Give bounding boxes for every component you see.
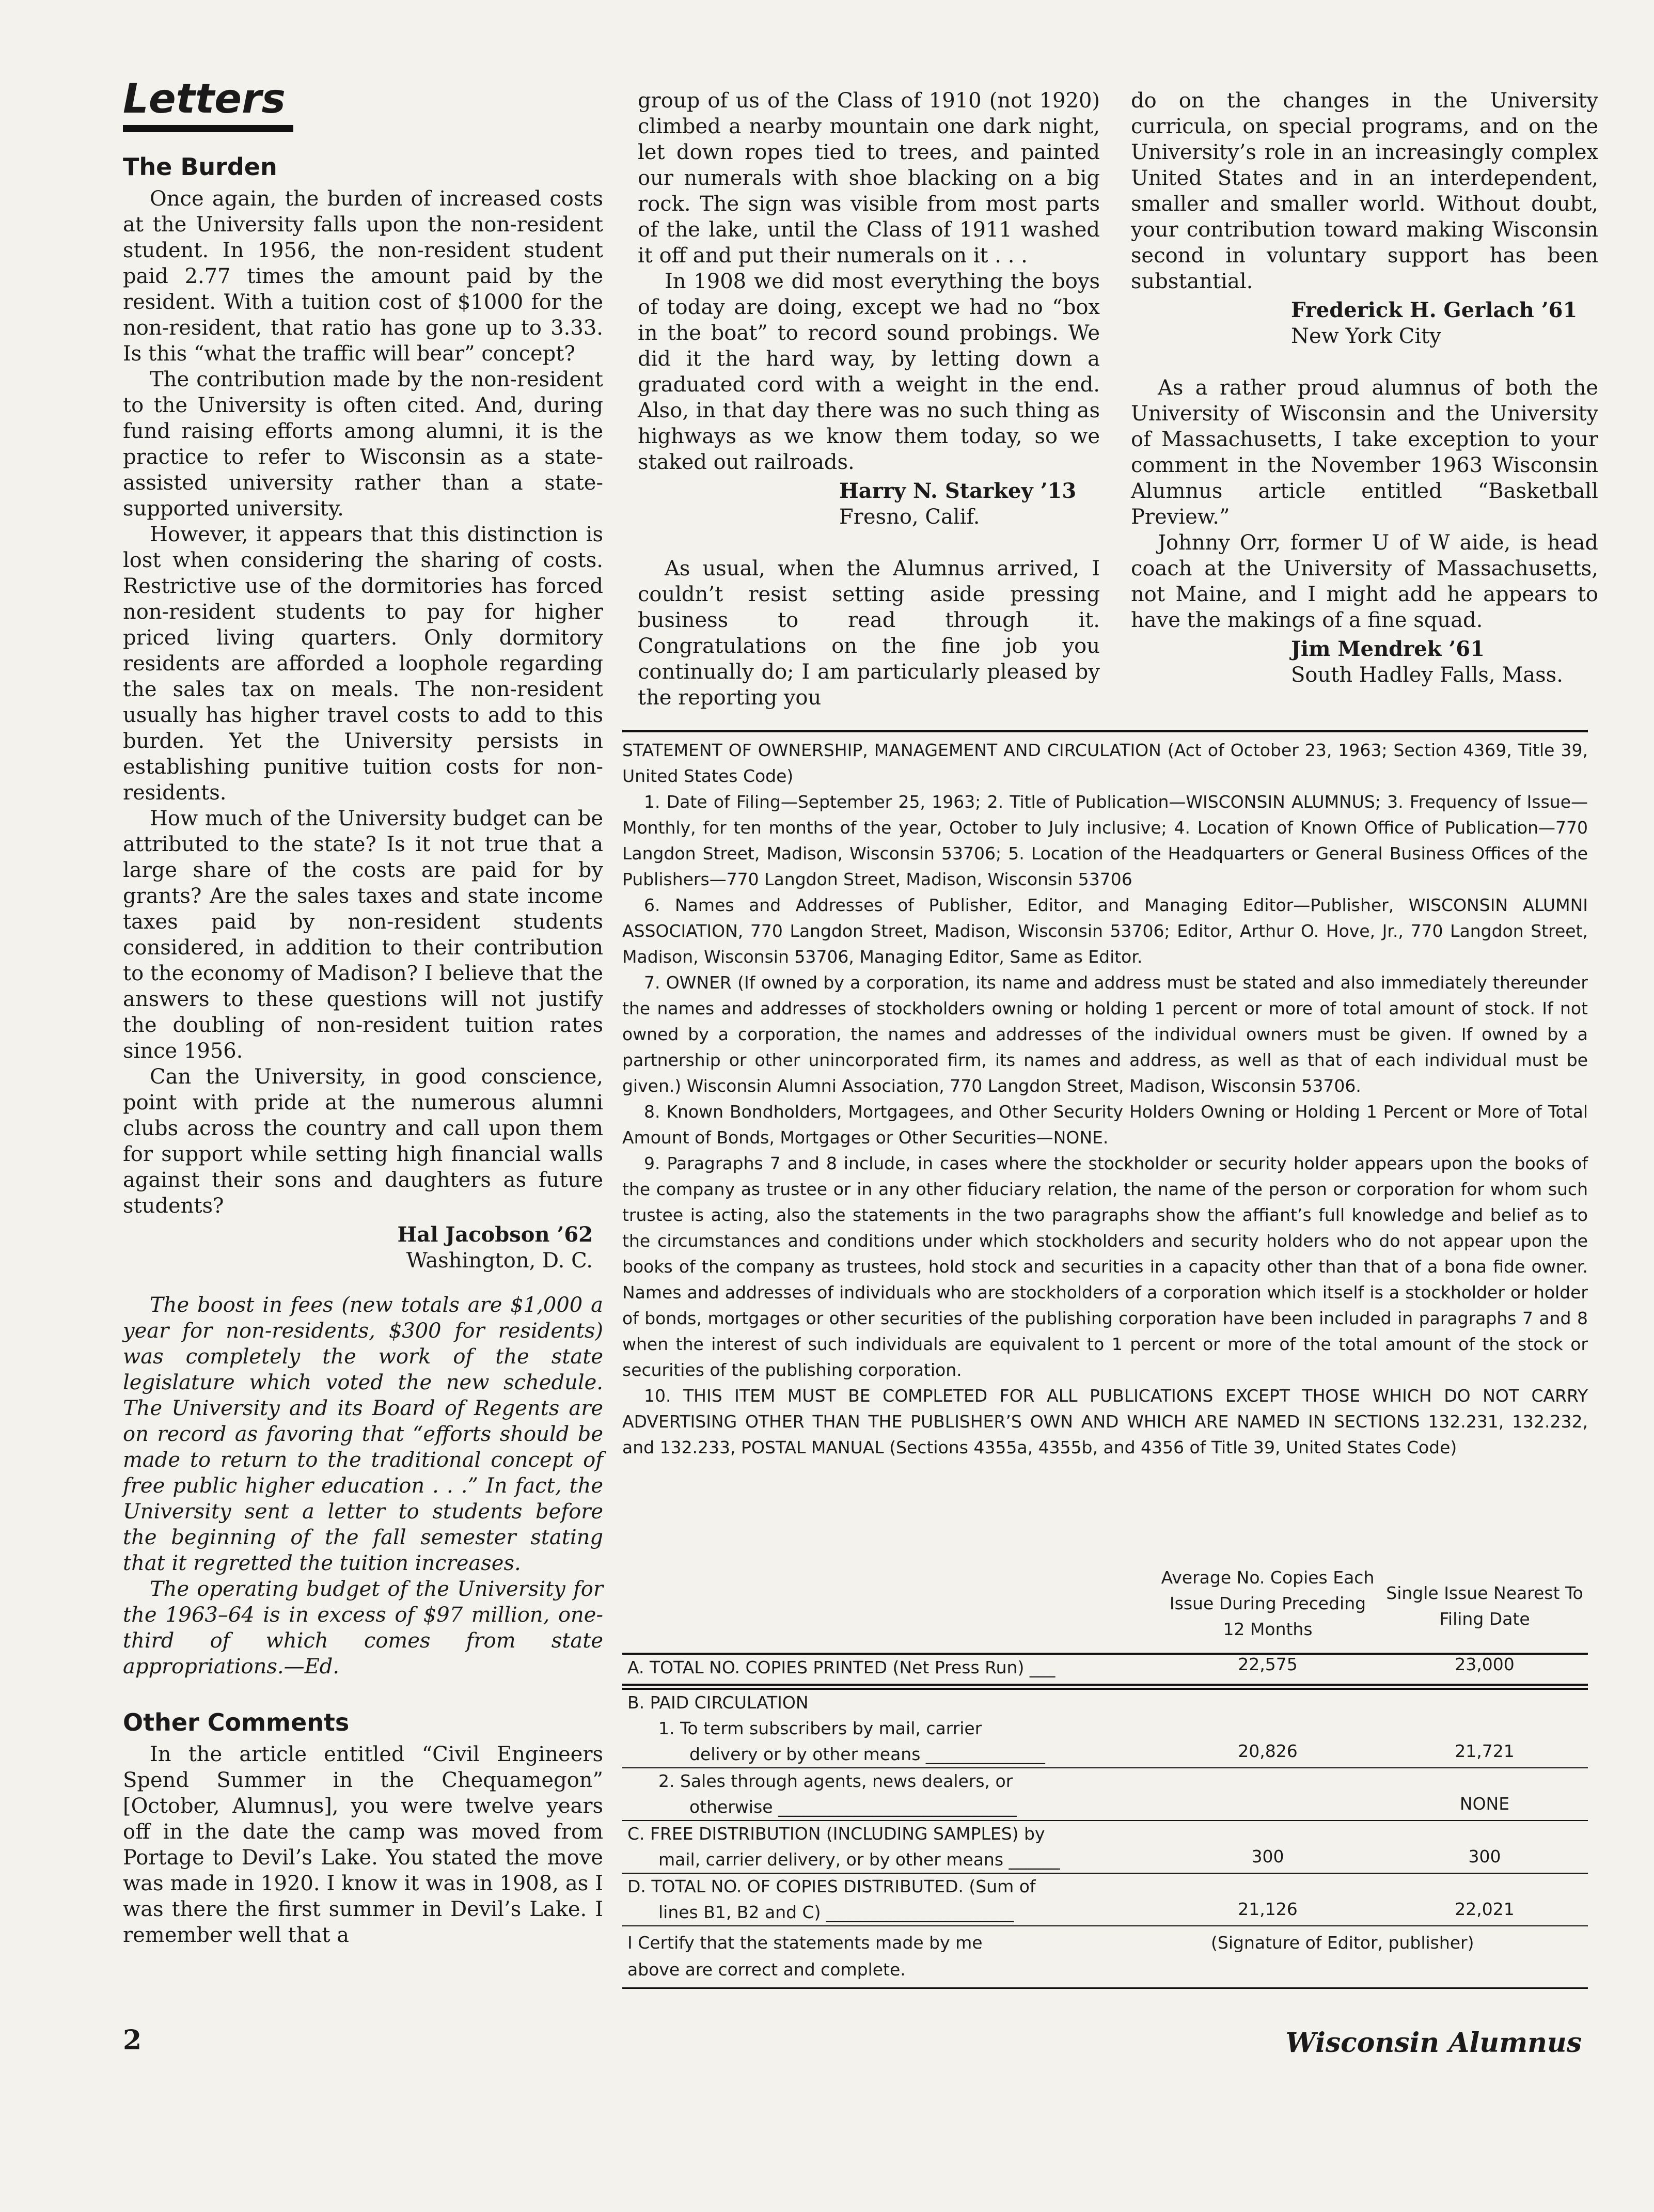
column-left (123, 77, 603, 1948)
row-label: A. TOTAL NO. COPIES PRINTED (Net Press Run) ___ (627, 1657, 1056, 1677)
column-right (1131, 88, 1598, 688)
signature-name: Harry N. Starkey ’13 (839, 479, 1077, 503)
row-label-line: delivery or by other means ______________ (689, 1744, 1045, 1764)
double-divider (622, 1684, 1588, 1689)
other-comments-continued: group of us of the Class of 1910 (not 1920) climbed a nearby mountain one dark night, let down ropes tied to trees, and painted our numerals with shoe blacking on a big rock. The sign was visible from most parts of the lake, until the Class of 1911 washed it off and put their numerals on it . . . (638, 89, 1100, 268)
signature-name: Jim Mendrek ’61 (1291, 637, 1485, 661)
signature-place: New York City (1291, 324, 1441, 348)
table-row (622, 1820, 1588, 1873)
statement-item: 8. Known Bondholders, Mortgagees, and Other Security Holders Owning or Holding 1 Percent or More of Total Amount of Bonds, Mortgages or Other Securities—NONE. (622, 1102, 1588, 1148)
circulation-table (622, 1565, 1588, 1989)
row-value-average: 300 (1251, 1846, 1284, 1866)
ownership-statement (622, 738, 1588, 1461)
statement-item: 6. Names and Addresses of Publisher, Editor, and Managing Editor—Publisher, WISCONSIN ALUMNI ASSOCIATION, 770 Langdon Street, Madison, Wisconsin 53706; Editor, Arthur O. Hove, Jr., 770 Langdon Street, Madison, Wisconsin 53706, Managing Editor, Same as Editor. (622, 895, 1588, 967)
row-label (622, 1874, 1159, 1925)
certify-text: I Certify that the statements made by me above are correct and complete. (627, 1933, 983, 1980)
signature-place: Washington, D. C. (406, 1248, 593, 1273)
certification (622, 1925, 1588, 1983)
table-row (622, 1689, 1588, 1767)
row-value-single: 22,021 (1455, 1899, 1515, 1919)
publication-name: Wisconsin Alumnus (1285, 2027, 1582, 2059)
row-value-single: 23,000 (1455, 1654, 1515, 1674)
other-comments-heading: Other Comments (123, 1708, 350, 1736)
table-header (622, 1565, 1588, 1653)
row-value-single: 300 (1468, 1846, 1501, 1866)
statement-item: 1. Date of Filing—September 25, 1963; 2. Title of Publication—WISCONSIN ALUMNUS; 3. Frequency of Issue—Monthly, for ten months of the year, October to July inclusive; 4. Location of Known Office of Publication—770 Langdon Street, Madison, Wisconsin 53706; 5. Location of the Headquarters or General Business Offices of the Publishers—770 Langdon Street, Madison, Wisconsin 53706 (622, 792, 1588, 889)
editor-note: The boost in fees (new totals are $1,000 a year for non-residents, $300 for residents) was completely the work of the state legislature which voted the new schedule. The University and its Board of Regents are on record as favoring that “efforts should be made to return to the traditional concept of free public higher education . . .” In fact, the University sent a letter to students before the beginning of the fall semester stating that it regretted the tuition increases. (123, 1293, 603, 1575)
row-value-average: 22,575 (1238, 1654, 1298, 1674)
row-label-line: B. PAID CIRCULATION (627, 1692, 809, 1713)
burden-paragraph: Once again, the burden of increased costs at the University falls upon the non-resident student. In 1956, the non-resident student paid 2.77 times the amount paid by the resident. With a tuition cost of $1000 for the non-resident, that ratio has gone up to 3.33. Is this “what the traffic will bear” concept? (123, 186, 603, 366)
statement-item: 10. THIS ITEM MUST BE COMPLETED FOR ALL PUBLICATIONS EXCEPT THOSE WHICH DO NOT CARRY ADVERTISING OTHER THAN THE PUBLISHER’S OWN AND WHICH ARE NAMED IN SECTIONS 132.231, 132.232, and 132.233, POSTAL MANUAL (Sections 4355a, 4355b, and 4356 of Title 39, United States Code) (622, 1386, 1588, 1457)
section-title: Letters (123, 76, 286, 122)
editor-note: The operating budget of the University for the 1963–64 is in excess of $97 million, one-third of which comes from state appropriations.—Ed. (123, 1577, 603, 1678)
gerlach-continued: do on the changes in the University curricula, on special programs, and on the University’s role in an increasingly complex United States and in an interdependent, smaller and smaller world. Without doubt, your contribution toward making Wisconsin second in voluntary support has been substantial. (1131, 89, 1598, 293)
row-label-line: mail, carrier delivery, or by other means ______ (658, 1849, 1060, 1870)
row-label-line: lines B1, B2 and C) ______________________ (658, 1902, 1014, 1922)
row-label (622, 1690, 1159, 1767)
signature-place: South Hadley Falls, Mass. (1291, 663, 1563, 687)
row-label (622, 1821, 1159, 1873)
row-value-average: 21,126 (1238, 1899, 1298, 1919)
burden-paragraph: How much of the University budget can be attributed to the state? Is it not true that a large share of the costs are paid for by grants? Are the sales taxes and state income taxes paid by non-resident students considered, in addition to their contribution to the economy of Madison? I believe that the answers to these questions will not justify the doubling of non-resident tuition rates since 1956. (123, 806, 603, 1063)
burden-heading: The Burden (123, 152, 277, 181)
statement-title: STATEMENT OF OWNERSHIP, MANAGEMENT AND CIRCULATION (Act of October 23, 1963; Section 4369, Title 39, United States Code) (622, 740, 1588, 786)
row-label (622, 1768, 1159, 1820)
table-bottom-rule (622, 1987, 1588, 1989)
gerlach-paragraph: As usual, when the Alumnus arrived, I couldn’t resist setting aside pressing business to read through it. Congratulations on the fine job you continually do; I am particularly pleased by the reporting you (638, 557, 1100, 710)
statement-item: 9. Paragraphs 7 and 8 include, in cases where the stockholder or security holder appears upon the books of the company as trustee or in any other fiduciary relation, the name of the person or corporation for whom such trustee is acting, also the statements in the two paragraphs show the affiant’s full knowledge and belief as to the circumstances and conditions under which stockholders and security holders who do not appear upon the books of the company as trustees, hold stock and securities in a capacity other than that of a bona fide owner. Names and addresses of individuals who are stockholders of a corporation which itself is a stockholder or holder of bonds, mortgages or other securities of the publishing corporation have been included in paragraphs 7 and 8 when the interest of such individuals are equivalent to 1 percent or more of the total amount of the stock or securities of the publishing corporation. (622, 1153, 1588, 1380)
row-label-line: 1. To term subscribers by mail, carrier (658, 1718, 982, 1738)
signature-place: Fresno, Calif. (839, 505, 980, 529)
row-value-average: 20,826 (1238, 1741, 1298, 1761)
column-header-single: Single Issue Nearest To Filing Date (1386, 1583, 1583, 1629)
mendrek-paragraph: Johnny Orr, former U of W aide, is head coach at the University of Massachusetts, not Maine, and I might add he appears to have the makings of a fine squad. (1131, 531, 1598, 632)
other-comments-paragraph: In 1908 we did most everything the boys of today are doing, except we had no “box in the boat” to record sound probings. We did it the hard way, by letting down a graduated cord with a weight in the end. Also, in that day there was no such thing as highways as we know them today, so we staked out railroads. (638, 270, 1100, 474)
burden-paragraph: The contribution made by the non-resident to the University is often cited. And, during fund raising efforts among alumni, it is the practice to refer to Wisconsin as a state-assisted university rather than a state-supported university. (123, 367, 603, 521)
table-row (622, 1653, 1588, 1681)
column-middle (638, 88, 1100, 711)
row-label-line: otherwise ____________________________ (689, 1797, 1017, 1817)
other-comments-paragraph: In the article entitled “Civil Engineers Spend Summer in the Chequamegon” [October, Alumnus], you were twelve years off in the date the camp was moved from Portage to Devil’s Lake. You stated the move was made in 1920. I know it was in 1908, as I was there the first summer in Devil’s Lake. I remember well that a (123, 1742, 603, 1947)
signature-name: Hal Jacobson ’62 (397, 1222, 593, 1247)
burden-paragraph: However, it appears that this distinction is lost when considering the sharing of costs. Restrictive use of the dormitories has forced non-resident students to pay for higher priced living quarters. Only dormitory residents are afforded a loophole regarding the sales tax on meals. The non-resident usually has higher travel costs to add to this burden. Yet the University persists in establishing punitive tuition costs for non-residents. (123, 522, 603, 805)
signature-name: Frederick H. Gerlach ’61 (1291, 298, 1578, 322)
page-number: 2 (123, 2025, 142, 2056)
burden-paragraph: Can the University, in good conscience, point with pride at the numerous alumni clubs across the country and call upon them for support while setting high financial walls against their sons and daughters as future students? (123, 1064, 603, 1218)
mendrek-paragraph: As a rather proud alumnus of both the University of Wisconsin and the University of Massachusetts, I take exception to your comment in the November 1963 Wisconsin Alumnus article entitled “Basketball Preview.” (1131, 376, 1598, 529)
table-row (622, 1873, 1588, 1925)
statement-divider (622, 730, 1588, 732)
row-value-single: NONE (1459, 1794, 1510, 1814)
table-row (622, 1767, 1588, 1820)
row-value-single: 21,721 (1455, 1741, 1515, 1761)
row-label-line: C. FREE DISTRIBUTION (INCLUDING SAMPLES) by (627, 1824, 1045, 1844)
column-header-average: Average No. Copies Each Issue During Preceding 12 Months (1161, 1567, 1375, 1639)
row-label-line: D. TOTAL NO. OF COPIES DISTRIBUTED. (Sum of (627, 1876, 1036, 1896)
statement-item: 7. OWNER (If owned by a corporation, its name and address must be stated and also immediately thereunder the names and addresses of stockholders owning or holding 1 percent or more of total amount of stock. If not owned by a corporation, the names and addresses of the individual owners must be given. If owned by a partnership or other unincorporated firm, its names and address, as well as that of each individual must be given.) Wisconsin Alumni Association, 770 Langdon Street, Madison, Wisconsin 53706. (622, 972, 1588, 1096)
title-underline (123, 125, 293, 132)
row-label-line: 2. Sales through agents, news dealers, or (658, 1771, 1013, 1791)
signature-note: (Signature of Editor, publisher) (1211, 1933, 1474, 1953)
